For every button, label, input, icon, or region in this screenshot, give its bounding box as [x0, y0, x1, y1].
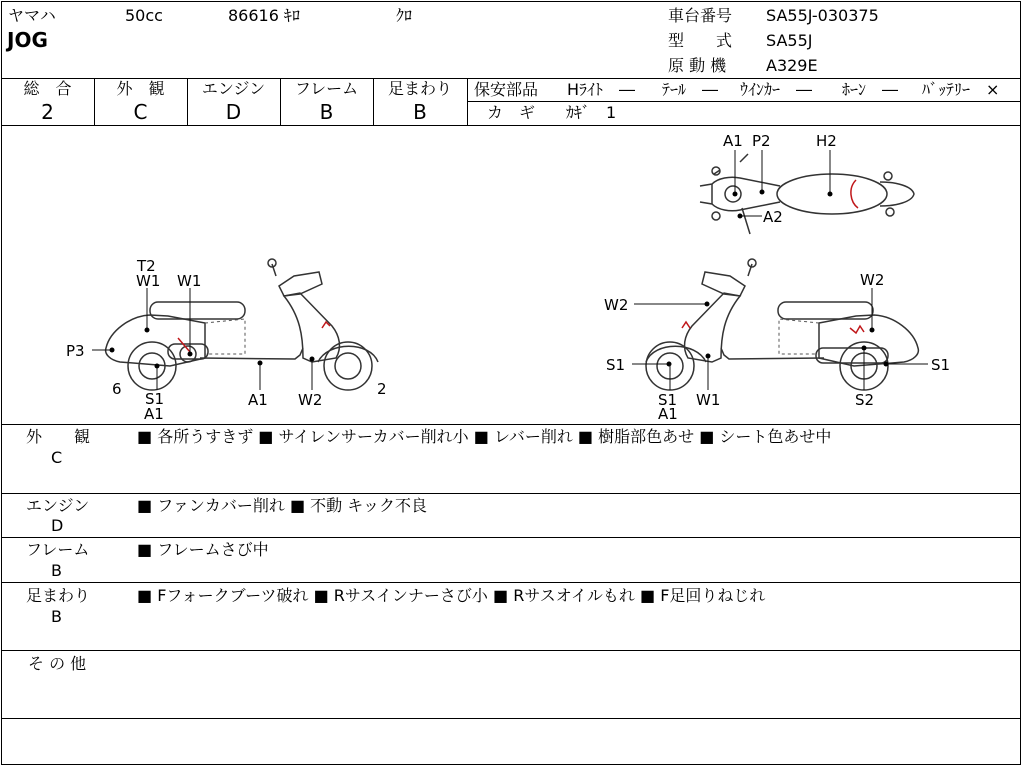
- model-name: JOG: [7, 28, 48, 52]
- label-a1: A1: [658, 405, 678, 423]
- label-w2: W2: [604, 296, 629, 314]
- damage-diagram: [0, 126, 1024, 424]
- label-a1: A1: [248, 391, 268, 409]
- engine-value: A329E: [766, 56, 818, 75]
- note-text: ■ フレームさび中: [137, 540, 269, 559]
- note-text: ■ Fフォークブーツ破れ ■ Rサスインナーさび小 ■ Rサスオイルもれ ■ F足回りねじれ: [137, 586, 766, 605]
- label-s1: S1: [606, 356, 626, 374]
- winker-status: ｳｲﾝｶｰ ―: [740, 80, 813, 99]
- frame-no: SA55J-030375: [766, 6, 879, 25]
- scooter-top-view: [700, 154, 914, 234]
- displacement: 50cc: [125, 6, 163, 25]
- note-grade: B: [51, 607, 62, 626]
- key-value: ｶｷﾞ 1: [566, 103, 617, 122]
- type-label: 型 式: [668, 31, 733, 50]
- label-s2: S2: [855, 391, 875, 409]
- rule: [1, 650, 1021, 651]
- label-w2: W2: [860, 271, 885, 289]
- maker: ヤマハ: [8, 6, 56, 25]
- note-text: ■ ファンカバー削れ ■ 不動 キック不良: [137, 496, 427, 515]
- headlight-status: Hﾗｲﾄ ―: [567, 80, 636, 99]
- rule: [1, 537, 1021, 538]
- note-text: ■ 各所うすきず ■ サイレンサーカバー削れ小 ■ レバー削れ ■ 樹脂部色あせ ■ シート色あせ中: [137, 427, 832, 446]
- rule: [1, 582, 1021, 583]
- overall-grade: 2: [41, 100, 54, 124]
- mileage: 86616 ｷﾛ: [228, 6, 300, 25]
- engine-grade-label: エンジン: [201, 79, 266, 98]
- label-s1: S1: [931, 356, 951, 374]
- rule: [467, 78, 468, 125]
- note-grade: D: [51, 516, 64, 535]
- suspension-grade-label: 足まわり: [387, 79, 452, 98]
- label-h2: H2: [816, 132, 837, 150]
- top-view-labels: [723, 132, 837, 226]
- note-grade: B: [51, 561, 62, 580]
- note-label: フレーム: [26, 540, 90, 559]
- note-label: そ の 他: [28, 654, 87, 673]
- label-s1: S1: [658, 391, 678, 409]
- type-value: SA55J: [766, 31, 813, 50]
- label-w1: W1: [696, 391, 721, 409]
- note-label: 足まわり: [26, 586, 91, 605]
- safety-label: 保安部品: [474, 80, 539, 99]
- engine-label: 原 動 機: [668, 56, 727, 75]
- note-label: 外 観: [26, 427, 91, 446]
- taillight-status: ﾃｰﾙ ―: [662, 80, 719, 99]
- engine-grade: D: [225, 100, 242, 124]
- label-t2: T2: [137, 257, 156, 275]
- label-w1: W1: [177, 272, 202, 290]
- rule: [1, 493, 1021, 494]
- color: ｸﾛ: [396, 6, 413, 25]
- exterior-grade: C: [133, 100, 148, 124]
- key-label: カ ギ: [487, 103, 536, 122]
- rule: [468, 101, 1021, 102]
- label-s1: S1: [145, 390, 165, 408]
- label-p2: P2: [752, 132, 771, 150]
- horn-status: ﾎｰﾝ ―: [842, 80, 899, 99]
- rule: [1, 424, 1021, 425]
- right-view-leaders: [632, 288, 928, 390]
- label-a1: A1: [723, 132, 743, 150]
- frame-grade: B: [319, 100, 334, 124]
- rule: [1, 718, 1021, 719]
- label-w1: W1: [136, 272, 161, 290]
- label-2: 2: [377, 380, 387, 398]
- label-6: 6: [112, 380, 122, 398]
- note-label: エンジン: [26, 496, 90, 515]
- frame-no-label: 車台番号: [668, 6, 733, 25]
- label-p3: P3: [66, 342, 85, 360]
- left-view-leaders: [92, 288, 315, 390]
- overall-label: 総 合: [23, 79, 72, 98]
- label-a2: A2: [763, 208, 783, 226]
- label-a1: A1: [144, 405, 164, 423]
- label-w2: W2: [298, 391, 323, 409]
- exterior-label: 外 観: [116, 79, 165, 98]
- frame-grade-label: フレーム: [294, 79, 359, 98]
- note-grade: C: [51, 448, 63, 467]
- battery-status: ﾊﾞｯﾃﾘｰ ×: [922, 80, 1000, 99]
- suspension-grade: B: [413, 100, 427, 124]
